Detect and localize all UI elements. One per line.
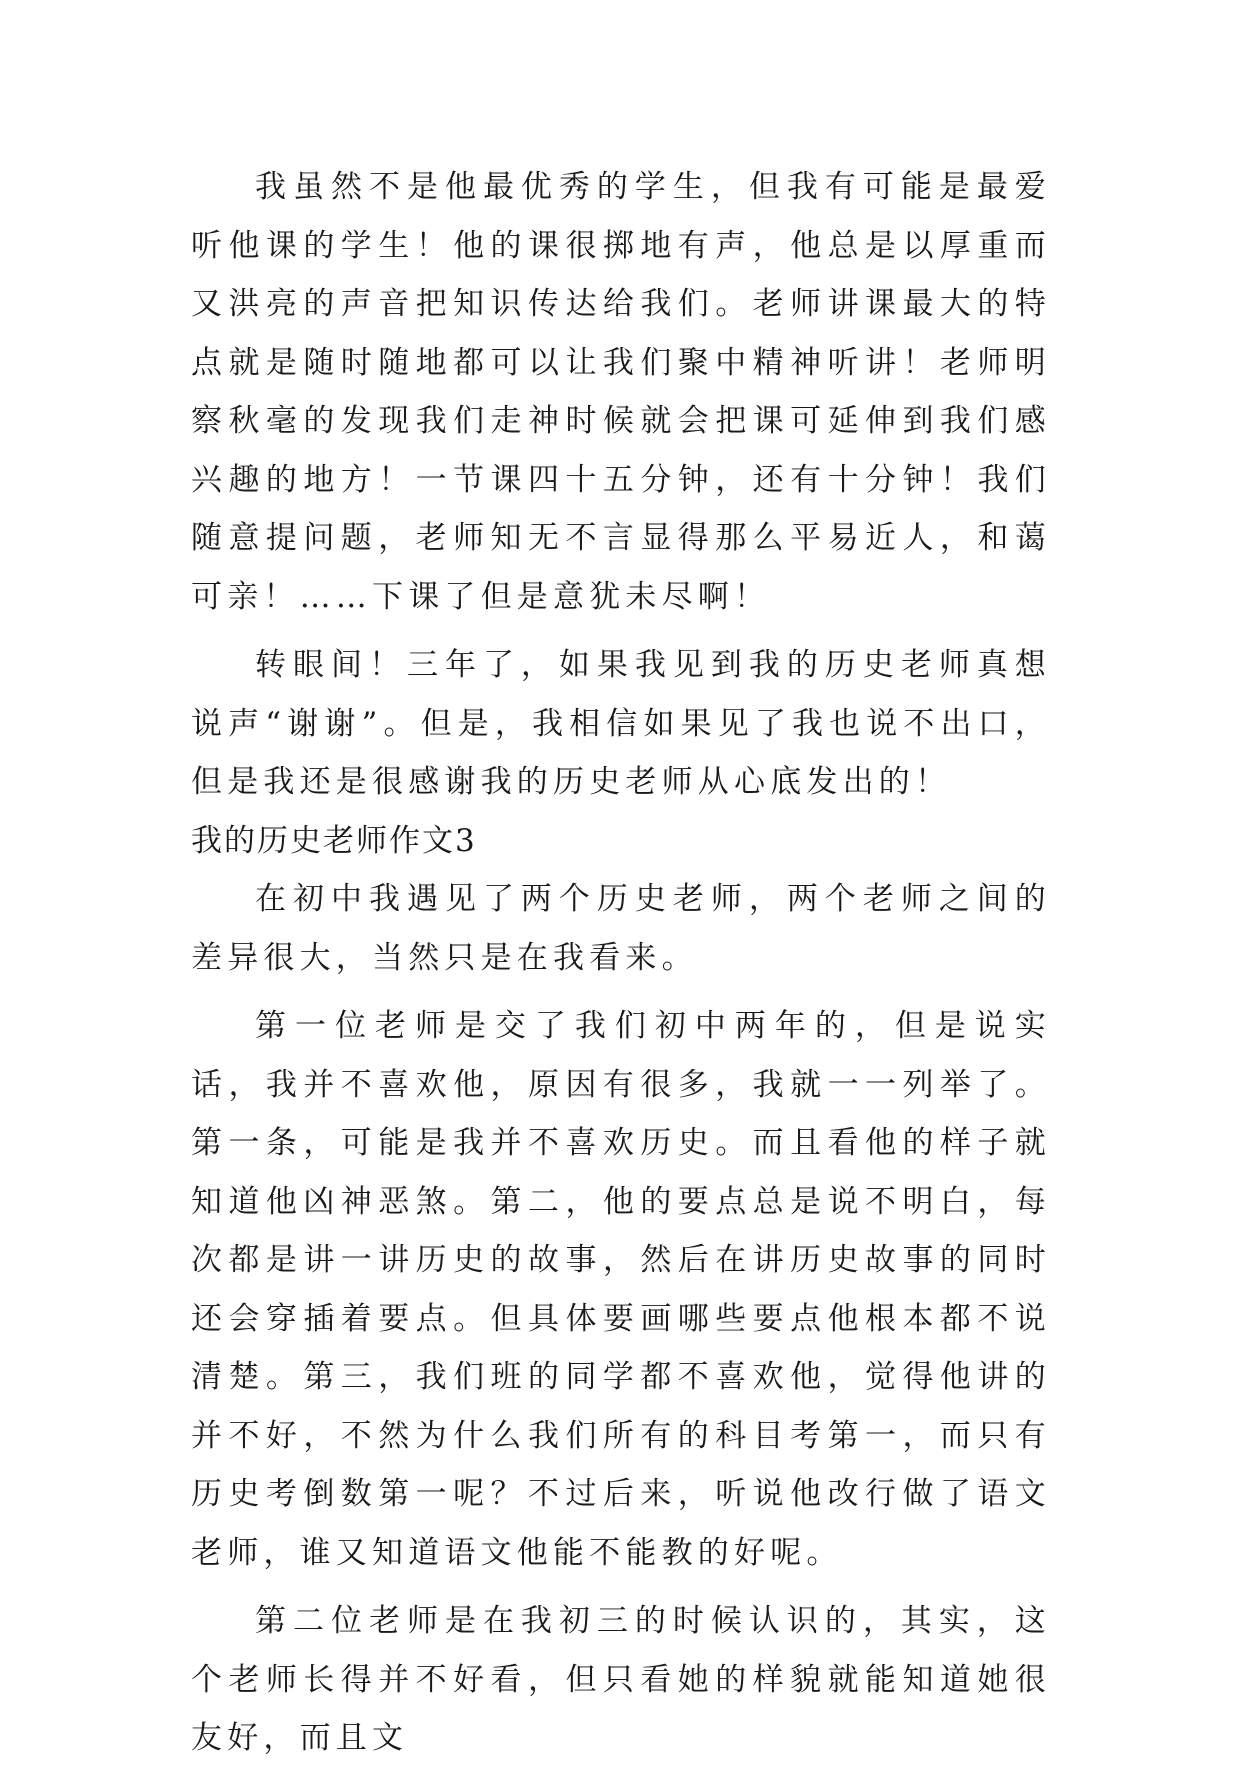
paragraph-teacher-class: 我虽然不是他最优秀的学生，但我有可能是最爱听他课的学生！他的课很掷地有声，他总是以厚重而又洪亮的声音把知识传达给我们。老师讲课最大的特点就是随时随地都可以让我们聚中精神听讲！老师明察秋毫的发现我们走神时候就会把课可延伸到我们感兴趣的地方！一节课四十五分钟，还有十分钟！我们随意提问题，老师知无不言显得那么平易近人，和蔼可亲！……下课了但是意犹未尽啊！ xyxy=(191,169,1051,615)
document-body xyxy=(191,158,1051,1768)
paragraph-three-years: 转眼间！三年了，如果我见到我的历史老师真想说声“谢谢”。但是，我相信如果见了我也说不出口，但是我还是很感谢我的历史老师从心底发出的！ xyxy=(191,647,1051,800)
essay-heading: 我的历史老师作文3 xyxy=(191,822,477,859)
paragraph-gap xyxy=(191,626,1051,636)
paragraph-two-teachers: 在初中我遇见了两个历史老师，两个老师之间的差异很大，当然只是在我看来。 xyxy=(191,881,1051,976)
paragraph-second-teacher: 第二位老师是在我初三的时候认识的，其实，这个老师长得并不好看，但只看她的样貌就能知道她很友好，而且文 xyxy=(191,1603,1051,1756)
paragraph-gap xyxy=(191,1582,1051,1592)
paragraph-first-teacher: 第一位老师是交了我们初中两年的，但是说实话，我并不喜欢他，原因有很多，我就一一列举了。第一条，可能是我并不喜欢历史。而且看他的样子就知道他凶神恶煞。第二，他的要点总是说不明白，每次都是讲一讲历史的故事，然后在讲历史故事的同时还会穿插着要点。但具体要画哪些要点他根本都不说清楚。第三，我们班的同学都不喜欢他，觉得他讲的并不好，不然为什么我们所有的科目考第一，而只有历史考倒数第一呢？不过后来，听说他改行做了语文老师，谁又知道语文他能不能教的好呢。 xyxy=(191,1008,1051,1571)
paragraph-gap xyxy=(191,987,1051,997)
